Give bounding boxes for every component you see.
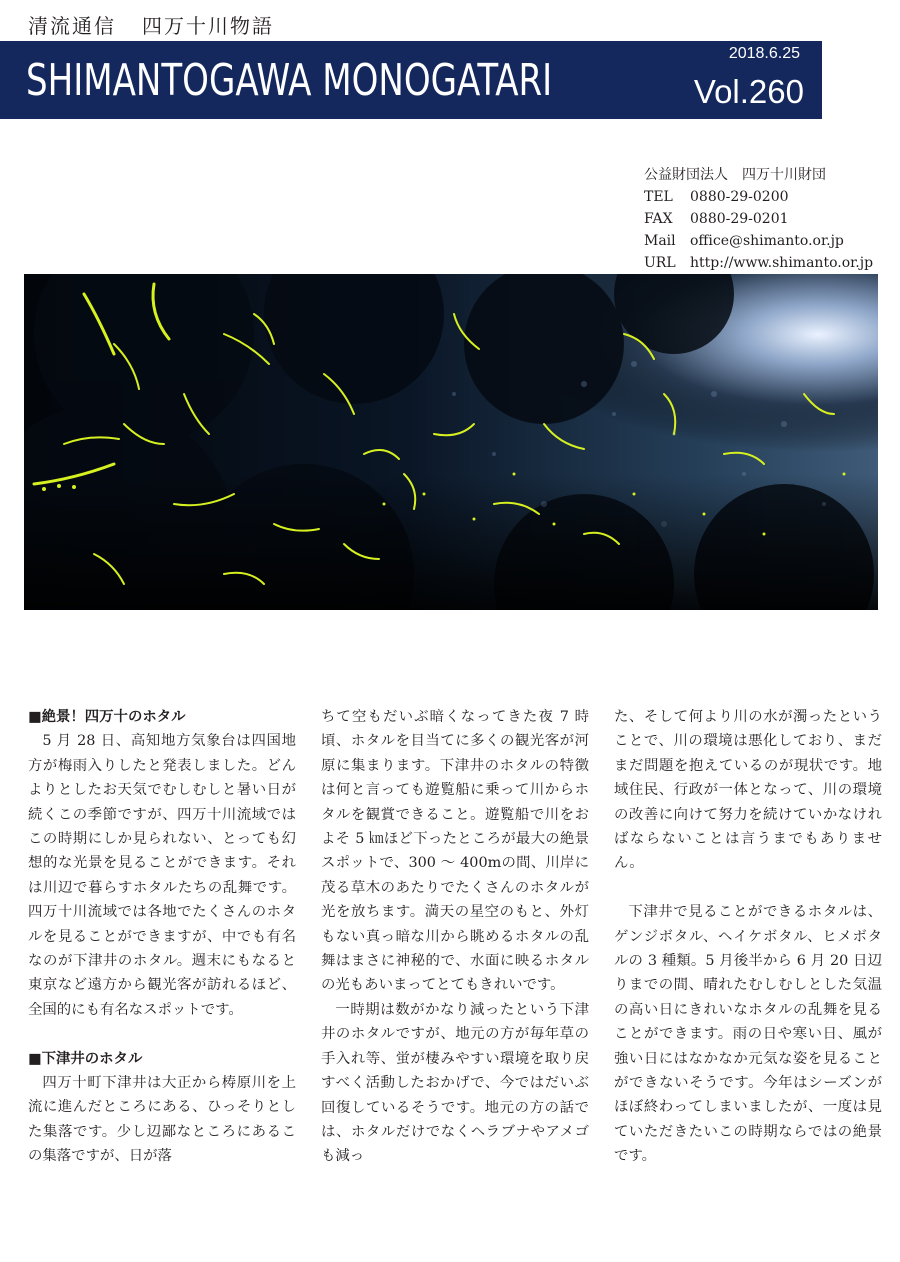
spacer	[614, 876, 882, 900]
title-banner	[0, 41, 822, 119]
paragraph-recovery: 一時期は数がかなり減ったという下津井のホタルですが、地元の方が毎年草の手入れ等、蛍が棲みやすい環境を取り戻すべく活動したおかげで、今ではだいぶ回復しているそうです。地元の方の話では、ホタルだけでなくヘラブナやアメゴも減っ	[321, 1001, 589, 1165]
fax-number: 0880-29-0201	[690, 211, 789, 227]
url-label: URL	[644, 255, 676, 271]
article-column-1	[28, 705, 296, 1169]
mail-address[interactable]: office@shimanto.or.jp	[690, 233, 844, 249]
spacer	[28, 1022, 296, 1046]
newsletter-title: SHIMANTOGAWA MONOGATARI	[26, 55, 553, 106]
article-column-3	[614, 705, 882, 1169]
subtitle-seiryu: 清流通信	[28, 14, 116, 38]
url-row	[644, 252, 873, 274]
subtitle-monogatari: 四万十川物語	[142, 14, 274, 38]
fax-row	[644, 208, 873, 230]
heading-zekkei: ■絶景！四万十のホタル	[28, 709, 186, 725]
paragraph-intro: 5 月 28 日、高知地方気象台は四国地方が梅雨入りしたと発表しました。どんよりとしたお天気でむしむしと暑い日が続くこの季節ですが、四万十川流域ではこの時期にしか見られない、とっても幻想的な光景を見ることができます。それは川辺で暮らすホタルたちの乱舞です。四万十川流域では各地でたくさんのホタルを見ることができますが、中でも有名なのが下津井のホタル。週末にもなると東京など遠方から観光客が訪れるほど、全国的にも有名なスポットです。	[28, 733, 296, 1018]
contact-block	[644, 164, 873, 274]
firefly-photo-illustration	[24, 274, 878, 610]
paragraph-shimotsui-cont: ちて空もだいぶ暗くなってきた夜 7 時頃、ホタルを目当てに多くの観光客が河原に集まります。下津井のホタルの特徴は何と言っても遊覧船に乗って川からホタルを観賞できること。遊覧船で川をおよそ 5 ㎞ほど下ったところが最大の絶景スポットで、300 ～ 400mの間、川岸に茂る草木のあたりでたくさんのホタルが光を放ちます。満天の星空のもと、外灯もない真っ暗な川から眺めるホタルの乱舞はまさに神秘的で、水面に映るホタルの光もあいまってとてもきれいです。	[321, 709, 589, 994]
mail-row	[644, 230, 873, 252]
tel-label: TEL	[644, 189, 673, 205]
paragraph-shimotsui-start: 四万十町下津井は大正から梼原川を上流に進んだところにある、ひっそりとした集落です。少し辺鄙なところにあるこの集落ですが、日が落	[28, 1075, 296, 1165]
heading-shimotsui: ■下津井のホタル	[28, 1050, 143, 1067]
paragraph-environment: た、そして何より川の水が濁ったということで、川の環境は悪化しており、まだまだ問題を抱えているのが現状です。地域住民、行政が一体となって、川の環境の改善に向けて努力を続けていかなければならないことは言うまでもありません。	[614, 709, 882, 872]
paragraph-species: 下津井で見ることができるホタルは、ゲンジボタル、ヘイケボタル、ヒメボタルの 3 種類。5 月後半から 6 月 20 日辺りまでの間、晴れたむしむしとした気温の高い日にきれいなホタルの乱舞を見ることができます。雨の日や寒い日、風が強い日にはなかなか元気な姿を見ることができないそうです。今年はシーズンがほぼ終わってしまいましたが、一度は見ていただきたいこの時期ならではの絶景です。	[614, 904, 882, 1165]
fax-label: FAX	[644, 211, 673, 227]
firefly-photo	[24, 274, 878, 610]
organization-name: 公益財団法人 四万十川財団	[644, 167, 826, 183]
issue-date: 2018.6.25	[728, 45, 800, 62]
article-column-2	[321, 705, 589, 1169]
issue-volume: Vol.260	[693, 73, 804, 110]
mail-label: Mail	[644, 233, 676, 249]
tel-number: 0880-29-0200	[690, 189, 789, 205]
tel-row	[644, 186, 873, 208]
newsletter-subtitle	[28, 10, 274, 39]
website-url[interactable]: http://www.shimanto.or.jp	[690, 255, 874, 271]
